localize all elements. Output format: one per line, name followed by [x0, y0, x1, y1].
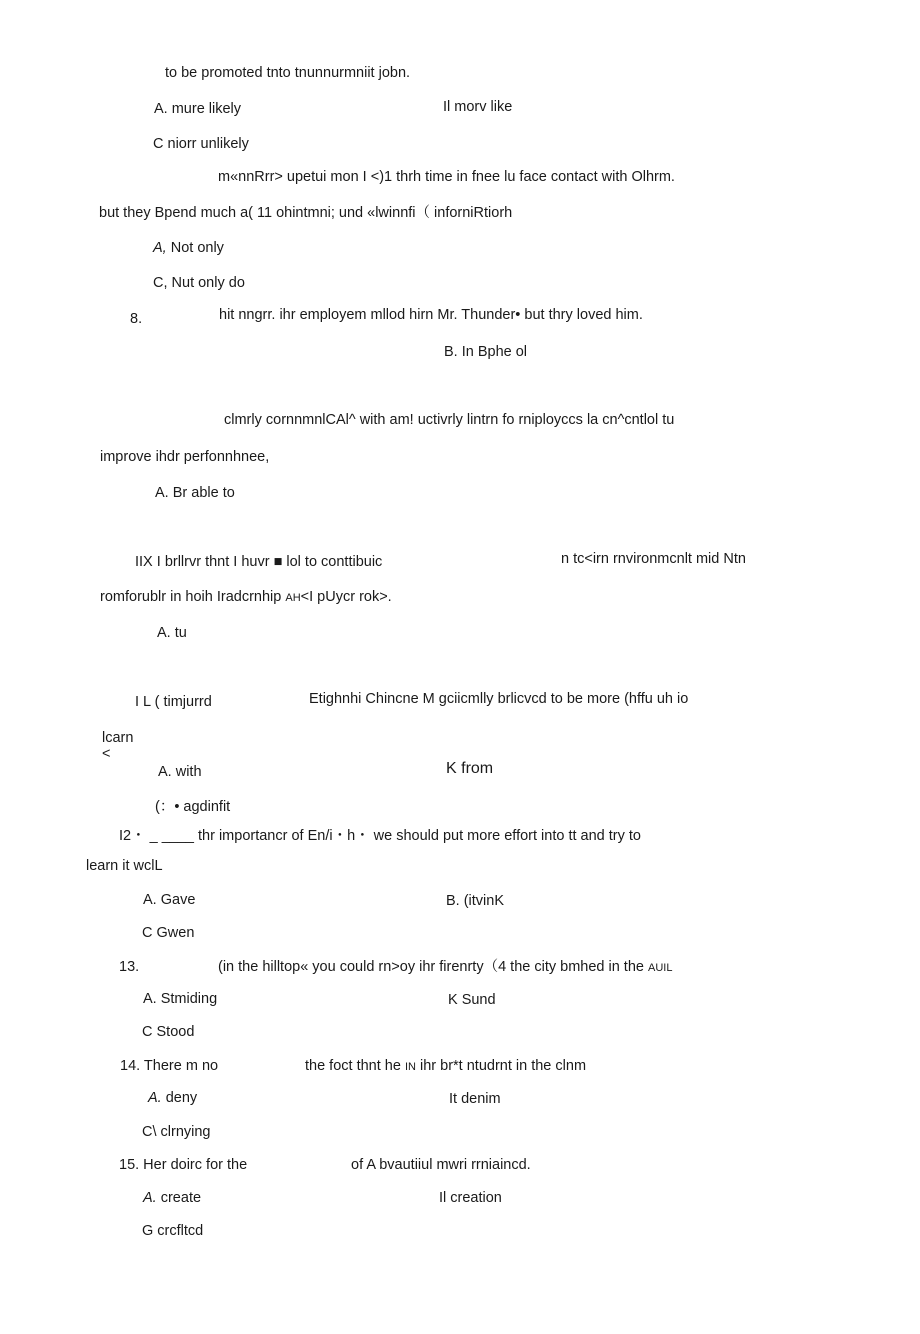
option-b: Il creation [439, 1190, 502, 1206]
question-line [305, 1057, 586, 1076]
option-a [143, 1189, 201, 1207]
text-run: romforublr in hoih Iradcrnhip [100, 589, 286, 605]
option-a: A. with [158, 764, 202, 780]
text-run: ihr br*t ntudrnt in the clnm [415, 1058, 587, 1074]
option-b: It denim [449, 1091, 501, 1107]
text-run-small: AH [285, 592, 301, 604]
option-c: C\ clrnying [142, 1124, 211, 1140]
option-a: A. Stmiding [143, 991, 218, 1007]
question-line: but they Bpend much a( 11 ohintmni; und «lwinnfi（ inforniRtiorh [99, 205, 513, 221]
question-line: n tc<irn rnvironmcnlt mid Ntn [561, 551, 746, 567]
text-run: <I pUycr rok>. [300, 589, 392, 605]
option-a: A. mure likely [154, 101, 242, 117]
question-line: improve ihdr perfonnhnee, [100, 449, 270, 465]
question-line: IIX I brllrvr thnt I huvr ■ lol to conttibuic [135, 554, 383, 570]
option-text: deny [161, 1090, 198, 1106]
question-line: clmrly cornnmnlCAl^ with am! uctivrly lintrn fo rniployccs la cn^cntlol tu [224, 412, 675, 428]
question-line: learn it wclL [86, 858, 163, 874]
option-text: create [156, 1190, 202, 1206]
option-a [148, 1089, 197, 1107]
text-run: the foct thnt he [305, 1058, 405, 1074]
question-line: lcarn [102, 730, 134, 746]
option-c: C Stood [142, 1024, 195, 1040]
option-c: (：• agdinfit [155, 799, 231, 815]
question-line: < [102, 746, 111, 762]
question-line: I L ( timjurrd [135, 694, 212, 710]
question-line: Etighnhi Chincne M gciicmlly brlicvcd to be more (hffu uh io [309, 691, 689, 707]
question-line: to be promoted tnto tnunnurmniit jobn. [165, 65, 411, 81]
option-a: A. tu [157, 625, 187, 641]
option-letter: A. [148, 1090, 162, 1106]
text-run-small: AUIL [648, 962, 673, 974]
option-text: Not only [166, 240, 224, 256]
question-line: hit nngrr. ihr employem mllod hirn Mr. Thunder• but thry loved him. [219, 307, 643, 323]
option-c: C Gwen [142, 925, 195, 941]
option-b: B. (itvinK [446, 893, 505, 909]
question-line [218, 958, 672, 977]
option-a: A. Gave [143, 892, 196, 908]
question-line: I2・ _ ____ thr importancr of En/i・h・ we should put more effort into tt and try to [119, 828, 641, 844]
option-a [153, 239, 224, 257]
text-run: (in the hilltop« you could rn>oy ihr firenrty（4 the city bmhed in the [218, 959, 648, 975]
option-letter: A, [153, 240, 167, 256]
option-c: C niorr unlikely [153, 136, 249, 152]
option-c: C, Nut only do [153, 275, 245, 291]
question-line: m«nnRrr> upetui mon I <)1 thrh time in fnee lu face contact with Olhrm. [218, 169, 675, 185]
question-line: 15. Her doirc for the [119, 1157, 248, 1173]
question-line [100, 588, 392, 607]
text-run-small: IN [404, 1061, 416, 1073]
question-number: 8. [130, 311, 143, 327]
option-b: K from [446, 760, 494, 777]
question-number: 13. [119, 959, 140, 975]
question-line: 14. There m no [120, 1058, 219, 1074]
option-b: B. In Bphe ol [444, 344, 528, 360]
question-line: of A bvautiiul mwri rrniaincd. [351, 1157, 531, 1173]
option-c: G crcfltcd [142, 1223, 204, 1239]
option-a: A. Br able to [155, 485, 235, 501]
option-letter: A. [143, 1190, 157, 1206]
option-b: Il morv like [443, 99, 513, 115]
option-b: K Sund [448, 992, 496, 1008]
